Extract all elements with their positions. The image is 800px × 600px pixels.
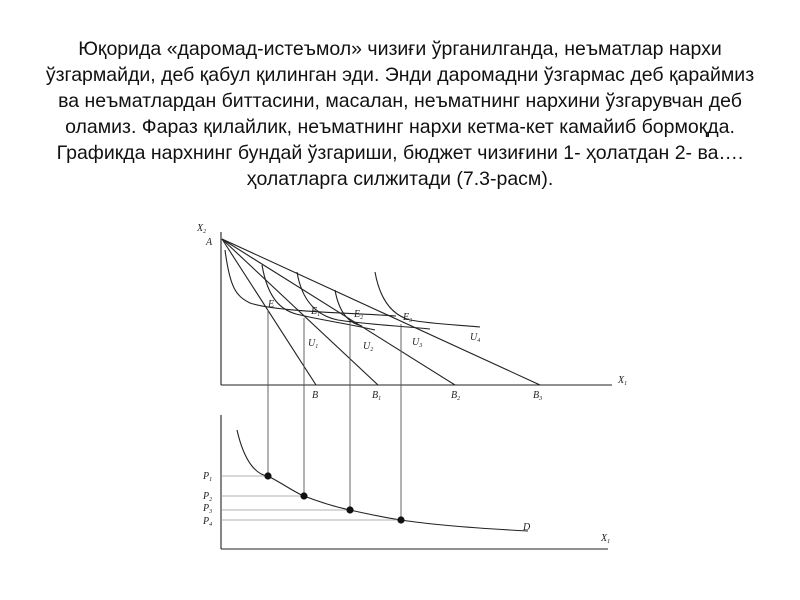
curve-label-u2: $U_2$ [363, 341, 374, 353]
demand-point [397, 516, 404, 523]
price-label-p4: $P_4$ [203, 516, 213, 528]
intro-line: ўзгармайди, деб қабул қилинган эди. Энди даромадни ўзгармас деб қараймиз [45, 64, 755, 86]
price-label-p1: $P_1$ [203, 471, 213, 483]
curve-label-u3: $U_3$ [412, 337, 423, 349]
price-label-p3: $P_3$ [203, 503, 213, 515]
demand-curve-label: D [523, 522, 531, 533]
intro-line: Юқорида «даромад-истеъмол» чизиғи ўрганилганда, неъматлар нархи [78, 38, 722, 60]
axis-label-x1-bottom: $X_1$ [601, 533, 611, 545]
intercept-label-b3: $B_3$ [533, 390, 543, 402]
budget-line [222, 239, 540, 385]
intro-line: оламиз. Фараз қилайлик, неъматнинг нархи кетма-кет камайиб бормоқда. [65, 116, 735, 138]
demand-point [346, 506, 353, 513]
equilibrium-label-e2: $E_2$ [354, 309, 364, 321]
equilibrium-label-e1: $E_1$ [311, 306, 321, 318]
intercept-label-b: B [312, 390, 319, 401]
demand-point [264, 472, 271, 479]
budget-line [222, 239, 455, 385]
curve-label-u1: $U_1$ [308, 338, 319, 350]
demand-curve [237, 430, 528, 531]
axis-label-x2: $X_2$ [197, 223, 207, 235]
intro-line: ҳолатларга силжитади (7.3-расм). [246, 168, 554, 190]
demand-point [300, 492, 307, 499]
point-a-label: A [206, 237, 213, 248]
curve-label-u4: $U_4$ [470, 332, 481, 344]
intercept-label-b1: $B_1$ [372, 390, 382, 402]
intro-line: Графикда нархнинг бундай ўзгариши, бюджет чизиғини 1- ҳолатдан 2- ва…. [56, 142, 744, 164]
equilibrium-label-e3: $E_3$ [403, 312, 413, 324]
intercept-label-b2: $B_2$ [451, 390, 461, 402]
equilibrium-label-e: E [268, 299, 275, 310]
indifference-curve [375, 272, 480, 327]
intro-line: ва неъматлардан биттасини, масалан, неъматнинг нархини ўзгарувчан деб [58, 90, 742, 112]
axis-label-x1-top: $X_1$ [618, 375, 628, 387]
price-label-p2: $P_2$ [203, 491, 213, 503]
